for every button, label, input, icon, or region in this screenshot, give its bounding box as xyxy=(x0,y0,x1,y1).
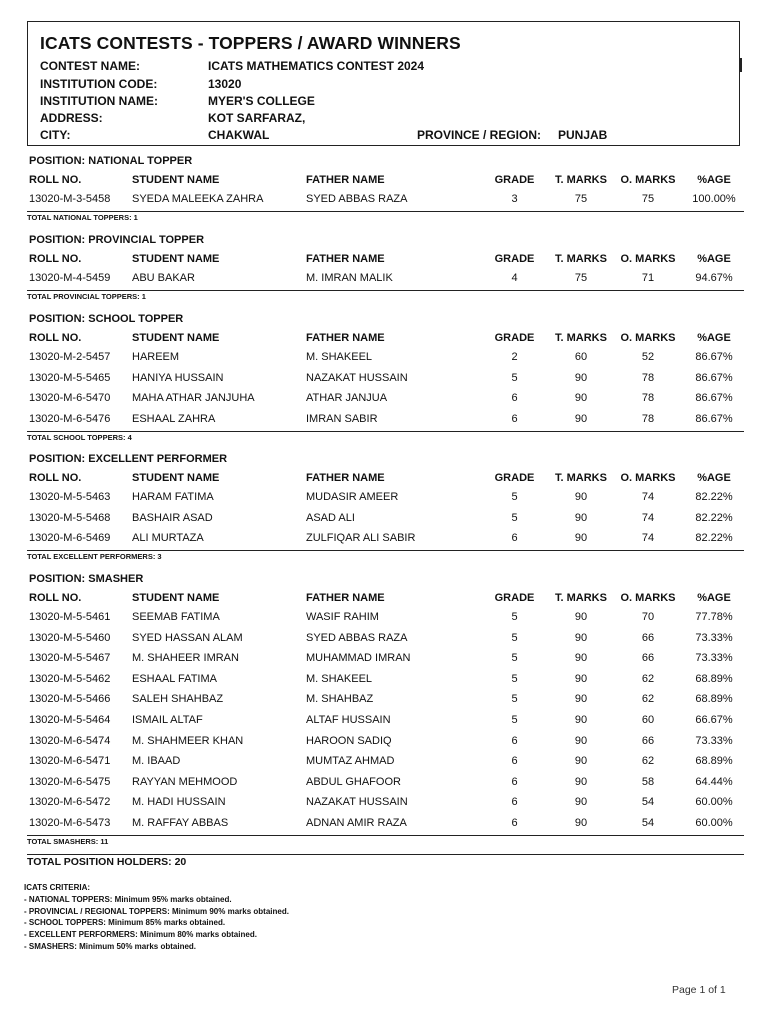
column-header-father: FATHER NAME xyxy=(306,174,385,186)
cell-father: MUDASIR AMEER xyxy=(306,491,399,503)
cell-omarks: 70 xyxy=(641,611,655,623)
cell-roll: 13020-M-5-5464 xyxy=(29,714,111,726)
cell-grade: 6 xyxy=(511,734,518,747)
header-box xyxy=(27,21,740,146)
section-divider xyxy=(27,550,744,551)
position-title: POSITION: SMASHER xyxy=(29,573,144,585)
cell-tmarks: 90 xyxy=(574,611,588,623)
cell-student: SEEMAB FATIMA xyxy=(132,611,220,623)
column-header-age: %AGE xyxy=(697,332,731,344)
column-header-tmarks: T. MARKS xyxy=(555,472,607,484)
cell-age: 73.33% xyxy=(695,734,733,747)
cell-grade: 6 xyxy=(511,755,518,768)
table-row xyxy=(27,693,744,707)
cell-age: 68.89% xyxy=(695,672,733,685)
cell-grade: 5 xyxy=(511,511,518,524)
cell-age: 68.89% xyxy=(695,755,733,768)
table-row xyxy=(27,673,744,687)
grand-total-divider xyxy=(27,854,744,855)
table-row xyxy=(27,652,744,666)
criteria-item: - NATIONAL TOPPERS: Minimum 95% marks obtained. xyxy=(24,894,232,904)
column-header-student: STUDENT NAME xyxy=(132,253,220,265)
cell-tmarks: 90 xyxy=(574,672,588,685)
cell-grade: 5 xyxy=(511,693,518,706)
cell-student: M. SHAHMEER KHAN xyxy=(132,734,244,747)
cell-tmarks: 90 xyxy=(574,532,588,544)
table-row xyxy=(27,735,744,749)
cell-student: SYEDA MALEEKA ZAHRA xyxy=(132,193,264,205)
cell-tmarks: 90 xyxy=(574,652,588,665)
table-row xyxy=(27,512,744,526)
cell-tmarks: 90 xyxy=(574,371,588,384)
city-value: CHAKWAL xyxy=(208,128,270,142)
table-header xyxy=(27,253,744,267)
cell-father: M. SHAKEEL xyxy=(306,351,373,363)
cell-tmarks: 90 xyxy=(574,693,588,706)
cell-roll: 13020-M-5-5463 xyxy=(29,491,111,503)
cell-roll: 13020-M-6-5473 xyxy=(29,817,111,829)
cell-omarks: 66 xyxy=(641,631,655,644)
cell-roll: 13020-M-6-5476 xyxy=(29,412,111,425)
cell-grade: 5 xyxy=(511,631,518,644)
column-header-tmarks: T. MARKS xyxy=(555,174,607,186)
criteria-title: ICATS CRITERIA: xyxy=(24,883,91,892)
cell-student: ESHAAL FATIMA xyxy=(132,672,217,685)
cell-grade: 5 xyxy=(511,611,518,623)
cell-tmarks: 90 xyxy=(574,392,588,404)
cell-roll: 13020-M-2-5457 xyxy=(29,351,111,363)
cell-father: IMRAN SABIR xyxy=(306,412,378,425)
table-row xyxy=(27,611,744,625)
cell-age: 86.67% xyxy=(695,351,733,363)
section-divider xyxy=(27,835,744,836)
cell-student: SYED HASSAN ALAM xyxy=(132,631,243,644)
cell-omarks: 78 xyxy=(641,412,655,425)
address-value: KOT SARFARAZ, xyxy=(208,111,306,125)
table-row xyxy=(27,272,744,286)
column-header-father: FATHER NAME xyxy=(306,592,385,604)
table-row xyxy=(27,193,744,207)
contest-name-value: ICATS MATHEMATICS CONTEST 2024 xyxy=(208,59,425,73)
position-title: POSITION: EXCELLENT PERFORMER xyxy=(29,453,228,465)
cell-father: ADNAN AMIR RAZA xyxy=(306,817,407,829)
column-header-tmarks: T. MARKS xyxy=(555,332,607,344)
contest-name-label: CONTEST NAME: xyxy=(40,59,140,73)
cell-tmarks: 60 xyxy=(574,351,588,363)
section-total: TOTAL SCHOOL TOPPERS: 4 xyxy=(27,432,132,442)
table-header xyxy=(27,592,744,606)
cell-tmarks: 90 xyxy=(574,491,588,503)
institution-code-label: INSTITUTION CODE: xyxy=(40,77,158,91)
cell-age: 60.00% xyxy=(695,817,733,829)
position-title: POSITION: NATIONAL TOPPER xyxy=(29,155,193,167)
cell-age: 94.67% xyxy=(695,272,733,284)
province-value: PUNJAB xyxy=(558,128,608,142)
cell-roll: 13020-M-5-5466 xyxy=(29,693,111,706)
criteria-item: - SCHOOL TOPPERS: Minimum 85% marks obtained. xyxy=(24,918,226,928)
cell-grade: 5 xyxy=(511,652,518,665)
column-header-roll: ROLL NO. xyxy=(29,332,82,344)
section-total: TOTAL EXCELLENT PERFORMERS: 3 xyxy=(27,552,162,561)
cell-father: HAROON SADIQ xyxy=(306,734,392,747)
cell-grade: 6 xyxy=(511,775,518,788)
cell-roll: 13020-M-5-5460 xyxy=(29,631,111,644)
cell-omarks: 71 xyxy=(641,272,655,284)
cell-father: WASIF RAHIM xyxy=(306,611,379,623)
cell-student: ESHAAL ZAHRA xyxy=(132,412,216,425)
cell-age: 77.78% xyxy=(695,611,733,623)
cell-omarks: 54 xyxy=(641,796,655,809)
cell-tmarks: 90 xyxy=(574,734,588,747)
cell-grade: 5 xyxy=(511,672,518,685)
cell-father: ABDUL GHAFOOR xyxy=(306,775,401,788)
cell-tmarks: 90 xyxy=(574,714,588,726)
cell-father: SYED ABBAS RAZA xyxy=(306,193,408,205)
cell-roll: 13020-M-5-5465 xyxy=(29,371,111,384)
column-header-omarks: O. MARKS xyxy=(620,253,676,265)
cell-omarks: 60 xyxy=(641,714,655,726)
cell-grade: 5 xyxy=(511,714,518,726)
cell-student: ABU BAKAR xyxy=(132,272,195,284)
cell-student: SALEH SHAHBAZ xyxy=(132,693,224,706)
table-row xyxy=(27,632,744,646)
criteria-item: - EXCELLENT PERFORMERS: Minimum 80% marks obtained. xyxy=(24,930,257,940)
cell-father: M. IMRAN MALIK xyxy=(306,272,393,284)
address-label: ADDRESS: xyxy=(40,111,103,125)
cell-omarks: 66 xyxy=(641,734,655,747)
cell-age: 82.22% xyxy=(695,491,733,503)
cell-omarks: 78 xyxy=(641,371,655,384)
table-row xyxy=(27,796,744,810)
cell-omarks: 62 xyxy=(641,672,655,685)
cell-grade: 6 xyxy=(511,796,518,809)
column-header-omarks: O. MARKS xyxy=(620,174,676,186)
section-total: TOTAL NATIONAL TOPPERS: 1 xyxy=(27,213,138,222)
column-header-roll: ROLL NO. xyxy=(29,592,82,604)
cell-age: 73.33% xyxy=(695,631,733,644)
cell-roll: 13020-M-6-5472 xyxy=(29,796,111,809)
cell-age: 82.22% xyxy=(695,511,733,524)
cell-tmarks: 90 xyxy=(574,412,588,425)
cell-student: HANIYA HUSSAIN xyxy=(132,371,224,384)
cell-father: NAZAKAT HUSSAIN xyxy=(306,796,408,809)
cell-age: 100.00% xyxy=(692,193,736,205)
cell-grade: 6 xyxy=(511,532,518,544)
table-header xyxy=(27,174,744,188)
page-number: Page 1 of 1 xyxy=(672,984,726,996)
cell-tmarks: 75 xyxy=(574,272,588,284)
cell-roll: 13020-M-5-5462 xyxy=(29,672,111,685)
cell-tmarks: 90 xyxy=(574,631,588,644)
column-header-grade: GRADE xyxy=(494,332,535,344)
cell-omarks: 78 xyxy=(641,392,655,404)
cell-roll: 13020-M-6-5469 xyxy=(29,532,111,544)
cell-father: M. SHAHBAZ xyxy=(306,693,374,706)
table-row xyxy=(27,413,744,427)
column-header-age: %AGE xyxy=(697,174,731,186)
cell-roll: 13020-M-5-5461 xyxy=(29,611,111,623)
cell-student: HAREEM xyxy=(132,351,180,363)
table-row xyxy=(27,776,744,790)
cell-grade: 5 xyxy=(511,371,518,384)
column-header-student: STUDENT NAME xyxy=(132,174,220,186)
section-total: TOTAL SMASHERS: 11 xyxy=(27,837,109,846)
cell-grade: 6 xyxy=(511,392,518,404)
cell-student: RAYYAN MEHMOOD xyxy=(132,775,238,788)
province-label: PROVINCE / REGION: xyxy=(417,128,542,142)
table-row xyxy=(27,532,744,546)
column-header-omarks: O. MARKS xyxy=(620,332,676,344)
table-header xyxy=(27,332,744,346)
cell-grade: 2 xyxy=(511,351,518,363)
section-divider xyxy=(27,211,744,212)
column-header-roll: ROLL NO. xyxy=(29,253,82,265)
column-header-student: STUDENT NAME xyxy=(132,472,220,484)
cell-father: ALTAF HUSSAIN xyxy=(306,714,391,726)
cell-father: SYED ABBAS RAZA xyxy=(306,631,408,644)
cell-omarks: 75 xyxy=(641,193,655,205)
column-header-father: FATHER NAME xyxy=(306,472,385,484)
column-header-grade: GRADE xyxy=(494,253,535,265)
table-row xyxy=(27,755,744,769)
cell-omarks: 66 xyxy=(641,652,655,665)
cell-omarks: 52 xyxy=(641,351,655,363)
table-row xyxy=(27,817,744,831)
column-header-student: STUDENT NAME xyxy=(132,592,220,604)
cell-grade: 4 xyxy=(511,272,518,284)
cell-father: M. SHAKEEL xyxy=(306,672,373,685)
institution-name-value: MYER'S COLLEGE xyxy=(208,94,315,108)
criteria-block xyxy=(24,882,289,953)
cell-roll: 13020-M-6-5474 xyxy=(29,734,111,747)
table-row xyxy=(27,491,744,505)
cell-roll: 13020-M-6-5470 xyxy=(29,392,111,404)
city-label: CITY: xyxy=(40,128,71,142)
column-header-roll: ROLL NO. xyxy=(29,174,82,186)
grand-total: TOTAL POSITION HOLDERS: 20 xyxy=(27,856,187,868)
cell-age: 86.67% xyxy=(695,412,733,425)
institution-code-value: 13020 xyxy=(208,77,242,91)
cell-roll: 13020-M-6-5475 xyxy=(29,775,111,788)
cell-omarks: 58 xyxy=(641,775,655,788)
position-title: POSITION: PROVINCIAL TOPPER xyxy=(29,234,205,246)
cell-omarks: 62 xyxy=(641,755,655,768)
cell-tmarks: 90 xyxy=(574,775,588,788)
column-header-roll: ROLL NO. xyxy=(29,472,82,484)
cell-student: M. RAFFAY ABBAS xyxy=(132,817,229,829)
cell-grade: 6 xyxy=(511,817,518,829)
cell-age: 86.67% xyxy=(695,392,733,404)
cell-age: 73.33% xyxy=(695,652,733,665)
cell-tmarks: 90 xyxy=(574,511,588,524)
cell-omarks: 54 xyxy=(641,817,655,829)
cell-omarks: 74 xyxy=(641,532,655,544)
column-header-student: STUDENT NAME xyxy=(132,332,220,344)
cell-father: ZULFIQAR ALI SABIR xyxy=(306,532,416,544)
cell-student: BASHAIR ASAD xyxy=(132,511,213,524)
cell-student: M. HADI HUSSAIN xyxy=(132,796,226,809)
column-header-age: %AGE xyxy=(697,253,731,265)
column-header-grade: GRADE xyxy=(494,592,535,604)
table-row xyxy=(27,714,744,728)
cell-omarks: 74 xyxy=(641,491,655,503)
cell-grade: 3 xyxy=(511,193,518,205)
cell-student: ISMAIL ALTAF xyxy=(132,714,203,726)
section-divider xyxy=(27,431,744,432)
column-header-grade: GRADE xyxy=(494,472,535,484)
cell-father: ASAD ALI xyxy=(306,511,355,524)
cell-father: ATHAR JANJUA xyxy=(306,392,388,404)
cell-father: NAZAKAT HUSSAIN xyxy=(306,371,408,384)
institution-name-label: INSTITUTION NAME: xyxy=(40,94,158,108)
cell-father: MUHAMMAD IMRAN xyxy=(306,652,411,665)
cell-father: MUMTAZ AHMAD xyxy=(306,755,395,768)
criteria-item: - SMASHERS: Minimum 50% marks obtained. xyxy=(24,941,197,951)
page-title: ICATS CONTESTS - TOPPERS / AWARD WINNERS xyxy=(40,33,461,53)
cell-roll: 13020-M-5-5468 xyxy=(29,511,111,524)
cell-roll: 13020-M-3-5458 xyxy=(29,193,111,205)
cell-tmarks: 90 xyxy=(574,755,588,768)
column-header-age: %AGE xyxy=(697,472,731,484)
cell-grade: 5 xyxy=(511,491,518,503)
column-header-tmarks: T. MARKS xyxy=(555,592,607,604)
cell-roll: 13020-M-5-5467 xyxy=(29,652,111,665)
cell-student: M. IBAAD xyxy=(132,755,181,768)
column-header-omarks: O. MARKS xyxy=(620,592,676,604)
column-header-father: FATHER NAME xyxy=(306,332,385,344)
cell-tmarks: 90 xyxy=(574,796,588,809)
cell-age: 86.67% xyxy=(695,371,733,384)
cell-age: 64.44% xyxy=(695,775,733,788)
cell-student: MAHA ATHAR JANJUHA xyxy=(132,392,255,404)
section-divider xyxy=(27,290,744,291)
cell-roll: 13020-M-6-5471 xyxy=(29,755,111,768)
cell-student: ALI MURTAZA xyxy=(132,532,204,544)
column-header-tmarks: T. MARKS xyxy=(555,253,607,265)
column-header-omarks: O. MARKS xyxy=(620,472,676,484)
table-row xyxy=(27,372,744,386)
section-total: TOTAL PROVINCIAL TOPPERS: 1 xyxy=(27,292,146,301)
cell-omarks: 74 xyxy=(641,511,655,524)
cell-student: M. SHAHEER IMRAN xyxy=(132,652,239,665)
table-row xyxy=(27,392,744,406)
criteria-item: - PROVINCIAL / REGIONAL TOPPERS: Minimum 90% marks obtained. xyxy=(24,906,289,916)
column-header-grade: GRADE xyxy=(494,174,535,186)
cell-omarks: 62 xyxy=(641,693,655,706)
header-edge-mark xyxy=(740,58,742,72)
cell-age: 60.00% xyxy=(695,796,733,809)
cell-tmarks: 75 xyxy=(574,193,588,205)
cell-age: 82.22% xyxy=(695,532,733,544)
cell-age: 68.89% xyxy=(695,693,733,706)
position-title: POSITION: SCHOOL TOPPER xyxy=(29,313,184,325)
cell-tmarks: 90 xyxy=(574,817,588,829)
column-header-father: FATHER NAME xyxy=(306,253,385,265)
cell-age: 66.67% xyxy=(695,714,733,726)
cell-roll: 13020-M-4-5459 xyxy=(29,272,111,284)
cell-student: HARAM FATIMA xyxy=(132,491,214,503)
cell-grade: 6 xyxy=(511,412,518,425)
table-row xyxy=(27,351,744,365)
column-header-age: %AGE xyxy=(697,592,731,604)
table-header xyxy=(27,472,744,486)
